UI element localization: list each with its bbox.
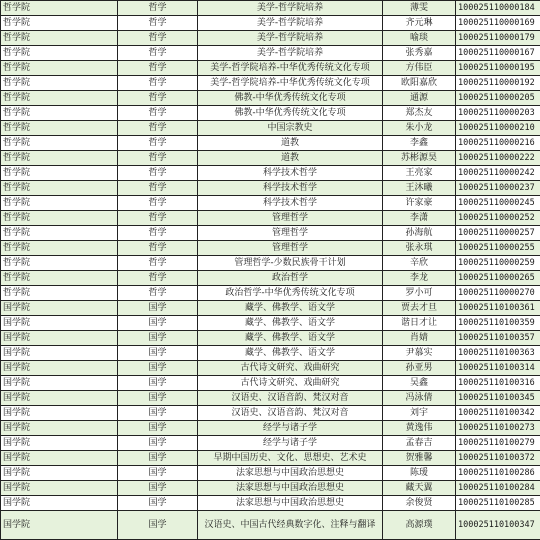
table-row	[1, 31, 540, 46]
student-name-cell: 贾去才旦	[383, 301, 456, 316]
research-direction-cell: 美学-哲学院培养-中华优秀传统文化专项	[198, 61, 383, 76]
college-cell: 哲学院	[1, 76, 118, 91]
candidate-id-cell: 100025110100286	[456, 466, 540, 481]
research-direction-cell: 汉语史、中国古代经典数字化、注释与翻译	[198, 511, 383, 540]
table-row	[1, 346, 540, 361]
research-direction-cell: 藏学、佛教学、语文学	[198, 316, 383, 331]
table-row	[1, 91, 540, 106]
college-cell: 国学院	[1, 316, 118, 331]
table-row	[1, 316, 540, 331]
table-row	[1, 466, 540, 481]
research-direction-cell: 美学-哲学院培养	[198, 16, 383, 31]
student-name-cell: 王亮家	[383, 166, 456, 181]
discipline-cell: 哲学	[118, 1, 198, 16]
college-cell: 哲学院	[1, 1, 118, 16]
table-row	[1, 166, 540, 181]
table-row	[1, 391, 540, 406]
discipline-cell: 哲学	[118, 241, 198, 256]
research-direction-cell: 管理哲学	[198, 241, 383, 256]
student-name-cell: 黄逸伟	[383, 421, 456, 436]
candidate-id-cell: 100025110100342	[456, 406, 540, 421]
research-direction-cell: 古代诗文研究、戏曲研究	[198, 376, 383, 391]
college-cell: 哲学院	[1, 91, 118, 106]
research-direction-cell: 管理哲学	[198, 211, 383, 226]
research-direction-cell: 经学与诸子学	[198, 421, 383, 436]
research-direction-cell: 佛教-中华优秀传统文化专项	[198, 91, 383, 106]
student-name-cell: 李鑫	[383, 136, 456, 151]
candidate-id-cell: 100025110100285	[456, 496, 540, 511]
college-cell: 国学院	[1, 331, 118, 346]
student-name-cell: 齐元琳	[383, 16, 456, 31]
student-name-cell: 通源	[383, 91, 456, 106]
research-direction-cell: 古代诗文研究、戏曲研究	[198, 361, 383, 376]
college-cell: 哲学院	[1, 286, 118, 301]
research-direction-cell: 科学技术哲学	[198, 166, 383, 181]
college-cell: 哲学院	[1, 46, 118, 61]
discipline-cell: 国学	[118, 436, 198, 451]
table-row	[1, 406, 540, 421]
candidate-id-cell: 100025110000205	[456, 91, 540, 106]
candidate-id-cell: 100025110000195	[456, 61, 540, 76]
candidate-id-cell: 100025110100357	[456, 331, 540, 346]
student-name-cell: 郑杰友	[383, 106, 456, 121]
student-name-cell: 谐日才让	[383, 316, 456, 331]
discipline-cell: 哲学	[118, 286, 198, 301]
candidate-id-cell: 100025110000203	[456, 106, 540, 121]
table-row	[1, 331, 540, 346]
discipline-cell: 哲学	[118, 271, 198, 286]
college-cell: 哲学院	[1, 31, 118, 46]
discipline-cell: 哲学	[118, 226, 198, 241]
research-direction-cell: 道教	[198, 136, 383, 151]
student-name-cell: 张秀嘉	[383, 46, 456, 61]
student-name-cell: 方伟臣	[383, 61, 456, 76]
student-name-cell: 孙海航	[383, 226, 456, 241]
candidate-id-cell: 100025110100347	[456, 511, 540, 540]
college-cell: 哲学院	[1, 211, 118, 226]
candidate-id-cell: 100025110000259	[456, 256, 540, 271]
table-row	[1, 16, 540, 31]
research-direction-cell: 藏学、佛教学、语文学	[198, 331, 383, 346]
candidate-id-cell: 100025110100314	[456, 361, 540, 376]
discipline-cell: 国学	[118, 361, 198, 376]
college-cell: 国学院	[1, 511, 118, 540]
discipline-cell: 哲学	[118, 211, 198, 226]
candidate-id-cell: 100025110000265	[456, 271, 540, 286]
candidate-id-cell: 100025110100345	[456, 391, 540, 406]
table-row	[1, 271, 540, 286]
student-name-cell: 刘宇	[383, 406, 456, 421]
college-cell: 国学院	[1, 451, 118, 466]
college-cell: 哲学院	[1, 166, 118, 181]
table-row	[1, 46, 540, 61]
table-row	[1, 436, 540, 451]
candidate-id-cell: 100025110000222	[456, 151, 540, 166]
student-name-cell: 尹慕实	[383, 346, 456, 361]
research-direction-cell: 美学-哲学院培养	[198, 31, 383, 46]
candidate-id-cell: 100025110000184	[456, 1, 540, 16]
discipline-cell: 国学	[118, 376, 198, 391]
research-direction-cell: 道教	[198, 151, 383, 166]
candidate-id-cell: 100025110000252	[456, 211, 540, 226]
discipline-cell: 国学	[118, 346, 198, 361]
college-cell: 国学院	[1, 496, 118, 511]
table-row	[1, 301, 540, 316]
discipline-cell: 国学	[118, 406, 198, 421]
student-name-cell: 孟春吉	[383, 436, 456, 451]
student-name-cell: 李潇	[383, 211, 456, 226]
table-row	[1, 286, 540, 301]
college-cell: 哲学院	[1, 151, 118, 166]
student-name-cell: 贺雅馨	[383, 451, 456, 466]
table-body	[1, 1, 540, 540]
student-name-cell: 薄雯	[383, 1, 456, 16]
table-row	[1, 151, 540, 166]
discipline-cell: 哲学	[118, 136, 198, 151]
discipline-cell: 哲学	[118, 76, 198, 91]
table-row	[1, 256, 540, 271]
discipline-cell: 国学	[118, 331, 198, 346]
discipline-cell: 哲学	[118, 91, 198, 106]
table-row	[1, 121, 540, 136]
student-name-cell: 陈瑷	[383, 466, 456, 481]
table-row	[1, 211, 540, 226]
candidate-id-cell: 100025110000242	[456, 166, 540, 181]
discipline-cell: 哲学	[118, 46, 198, 61]
student-name-cell: 喻琰	[383, 31, 456, 46]
discipline-cell: 哲学	[118, 166, 198, 181]
research-direction-cell: 经学与诸子学	[198, 436, 383, 451]
student-name-cell: 欧阳嘉欣	[383, 76, 456, 91]
research-direction-cell: 藏学、佛教学、语文学	[198, 301, 383, 316]
college-cell: 哲学院	[1, 136, 118, 151]
research-direction-cell: 科学技术哲学	[198, 181, 383, 196]
research-direction-cell: 汉语史、汉语音韵、梵汉对音	[198, 406, 383, 421]
candidate-id-cell: 100025110100361	[456, 301, 540, 316]
college-cell: 哲学院	[1, 226, 118, 241]
candidate-id-cell: 100025110000179	[456, 31, 540, 46]
research-direction-cell: 法家思想与中国政治思想史	[198, 481, 383, 496]
research-direction-cell: 管理哲学-少数民族骨干计划	[198, 256, 383, 271]
table-row	[1, 481, 540, 496]
table-row	[1, 361, 540, 376]
student-name-cell: 吴鑫	[383, 376, 456, 391]
discipline-cell: 哲学	[118, 106, 198, 121]
research-direction-cell: 法家思想与中国政治思想史	[198, 496, 383, 511]
student-name-cell: 张永琪	[383, 241, 456, 256]
student-name-cell: 肖婧	[383, 331, 456, 346]
table-row	[1, 196, 540, 211]
student-name-cell: 辛欣	[383, 256, 456, 271]
candidate-id-cell: 100025110000237	[456, 181, 540, 196]
table-row	[1, 106, 540, 121]
student-name-cell: 苏彬源昊	[383, 151, 456, 166]
discipline-cell: 哲学	[118, 196, 198, 211]
research-direction-cell: 美学-哲学院培养	[198, 1, 383, 16]
college-cell: 哲学院	[1, 121, 118, 136]
table-row	[1, 376, 540, 391]
college-cell: 国学院	[1, 361, 118, 376]
table-row	[1, 451, 540, 466]
college-cell: 哲学院	[1, 241, 118, 256]
student-name-cell: 余俊贤	[383, 496, 456, 511]
student-name-cell: 藏天翼	[383, 481, 456, 496]
table-row	[1, 181, 540, 196]
discipline-cell: 国学	[118, 301, 198, 316]
candidate-id-cell: 100025110000169	[456, 16, 540, 31]
student-name-cell: 王沐曦	[383, 181, 456, 196]
table-row	[1, 511, 540, 540]
table-row	[1, 241, 540, 256]
college-cell: 国学院	[1, 466, 118, 481]
college-cell: 国学院	[1, 436, 118, 451]
discipline-cell: 国学	[118, 451, 198, 466]
candidate-id-cell: 100025110100284	[456, 481, 540, 496]
candidate-id-cell: 100025110000210	[456, 121, 540, 136]
candidate-id-cell: 100025110000216	[456, 136, 540, 151]
student-name-cell: 高源璞	[383, 511, 456, 540]
discipline-cell: 国学	[118, 421, 198, 436]
college-cell: 哲学院	[1, 271, 118, 286]
research-direction-cell: 藏学、佛教学、语文学	[198, 346, 383, 361]
discipline-cell: 哲学	[118, 16, 198, 31]
table-row	[1, 496, 540, 511]
research-direction-cell: 中国宗教史	[198, 121, 383, 136]
discipline-cell: 哲学	[118, 256, 198, 271]
candidate-id-cell: 100025110000270	[456, 286, 540, 301]
discipline-cell: 哲学	[118, 181, 198, 196]
college-cell: 国学院	[1, 406, 118, 421]
research-direction-cell: 汉语史、汉语音韵、梵汉对音	[198, 391, 383, 406]
college-cell: 国学院	[1, 301, 118, 316]
research-direction-cell: 科学技术哲学	[198, 196, 383, 211]
research-direction-cell: 管理哲学	[198, 226, 383, 241]
candidate-id-cell: 100025110100316	[456, 376, 540, 391]
research-direction-cell: 政治哲学-中华优秀传统文化专项	[198, 286, 383, 301]
student-name-cell: 朱小龙	[383, 121, 456, 136]
candidate-id-cell: 100025110000192	[456, 76, 540, 91]
table-row	[1, 421, 540, 436]
discipline-cell: 哲学	[118, 31, 198, 46]
discipline-cell: 哲学	[118, 151, 198, 166]
candidate-id-cell: 100025110000245	[456, 196, 540, 211]
table-row	[1, 226, 540, 241]
student-name-cell: 许家豪	[383, 196, 456, 211]
research-direction-cell: 美学-哲学院培养	[198, 46, 383, 61]
college-cell: 国学院	[1, 421, 118, 436]
student-name-cell: 罗小可	[383, 286, 456, 301]
student-name-cell: 冯泳倩	[383, 391, 456, 406]
college-cell: 国学院	[1, 481, 118, 496]
table-row	[1, 136, 540, 151]
research-direction-cell: 美学-哲学院培养-中华优秀传统文化专项	[198, 76, 383, 91]
college-cell: 哲学院	[1, 256, 118, 271]
student-name-cell: 孙亚男	[383, 361, 456, 376]
table-row	[1, 1, 540, 16]
discipline-cell: 国学	[118, 481, 198, 496]
research-direction-cell: 法家思想与中国政治思想史	[198, 466, 383, 481]
candidate-id-cell: 100025110100279	[456, 436, 540, 451]
candidate-id-cell: 100025110100372	[456, 451, 540, 466]
discipline-cell: 哲学	[118, 61, 198, 76]
discipline-cell: 国学	[118, 391, 198, 406]
research-direction-cell: 佛教-中华优秀传统文化专项	[198, 106, 383, 121]
discipline-cell: 哲学	[118, 121, 198, 136]
college-cell: 哲学院	[1, 16, 118, 31]
college-cell: 国学院	[1, 391, 118, 406]
candidate-id-cell: 100025110100359	[456, 316, 540, 331]
research-direction-cell: 政治哲学	[198, 271, 383, 286]
discipline-cell: 国学	[118, 496, 198, 511]
table-row	[1, 76, 540, 91]
candidate-id-cell: 100025110000257	[456, 226, 540, 241]
research-direction-cell: 早期中国历史、文化、思想史、艺术史	[198, 451, 383, 466]
discipline-cell: 国学	[118, 316, 198, 331]
discipline-cell: 国学	[118, 466, 198, 481]
college-cell: 哲学院	[1, 61, 118, 76]
college-cell: 哲学院	[1, 181, 118, 196]
candidate-id-cell: 100025110100273	[456, 421, 540, 436]
candidate-id-cell: 100025110000167	[456, 46, 540, 61]
discipline-cell: 国学	[118, 511, 198, 540]
student-name-cell: 李龙	[383, 271, 456, 286]
college-cell: 国学院	[1, 346, 118, 361]
college-cell: 国学院	[1, 376, 118, 391]
candidate-id-cell: 100025110100363	[456, 346, 540, 361]
candidate-id-cell: 100025110000255	[456, 241, 540, 256]
college-cell: 哲学院	[1, 106, 118, 121]
college-cell: 哲学院	[1, 196, 118, 211]
table-row	[1, 61, 540, 76]
